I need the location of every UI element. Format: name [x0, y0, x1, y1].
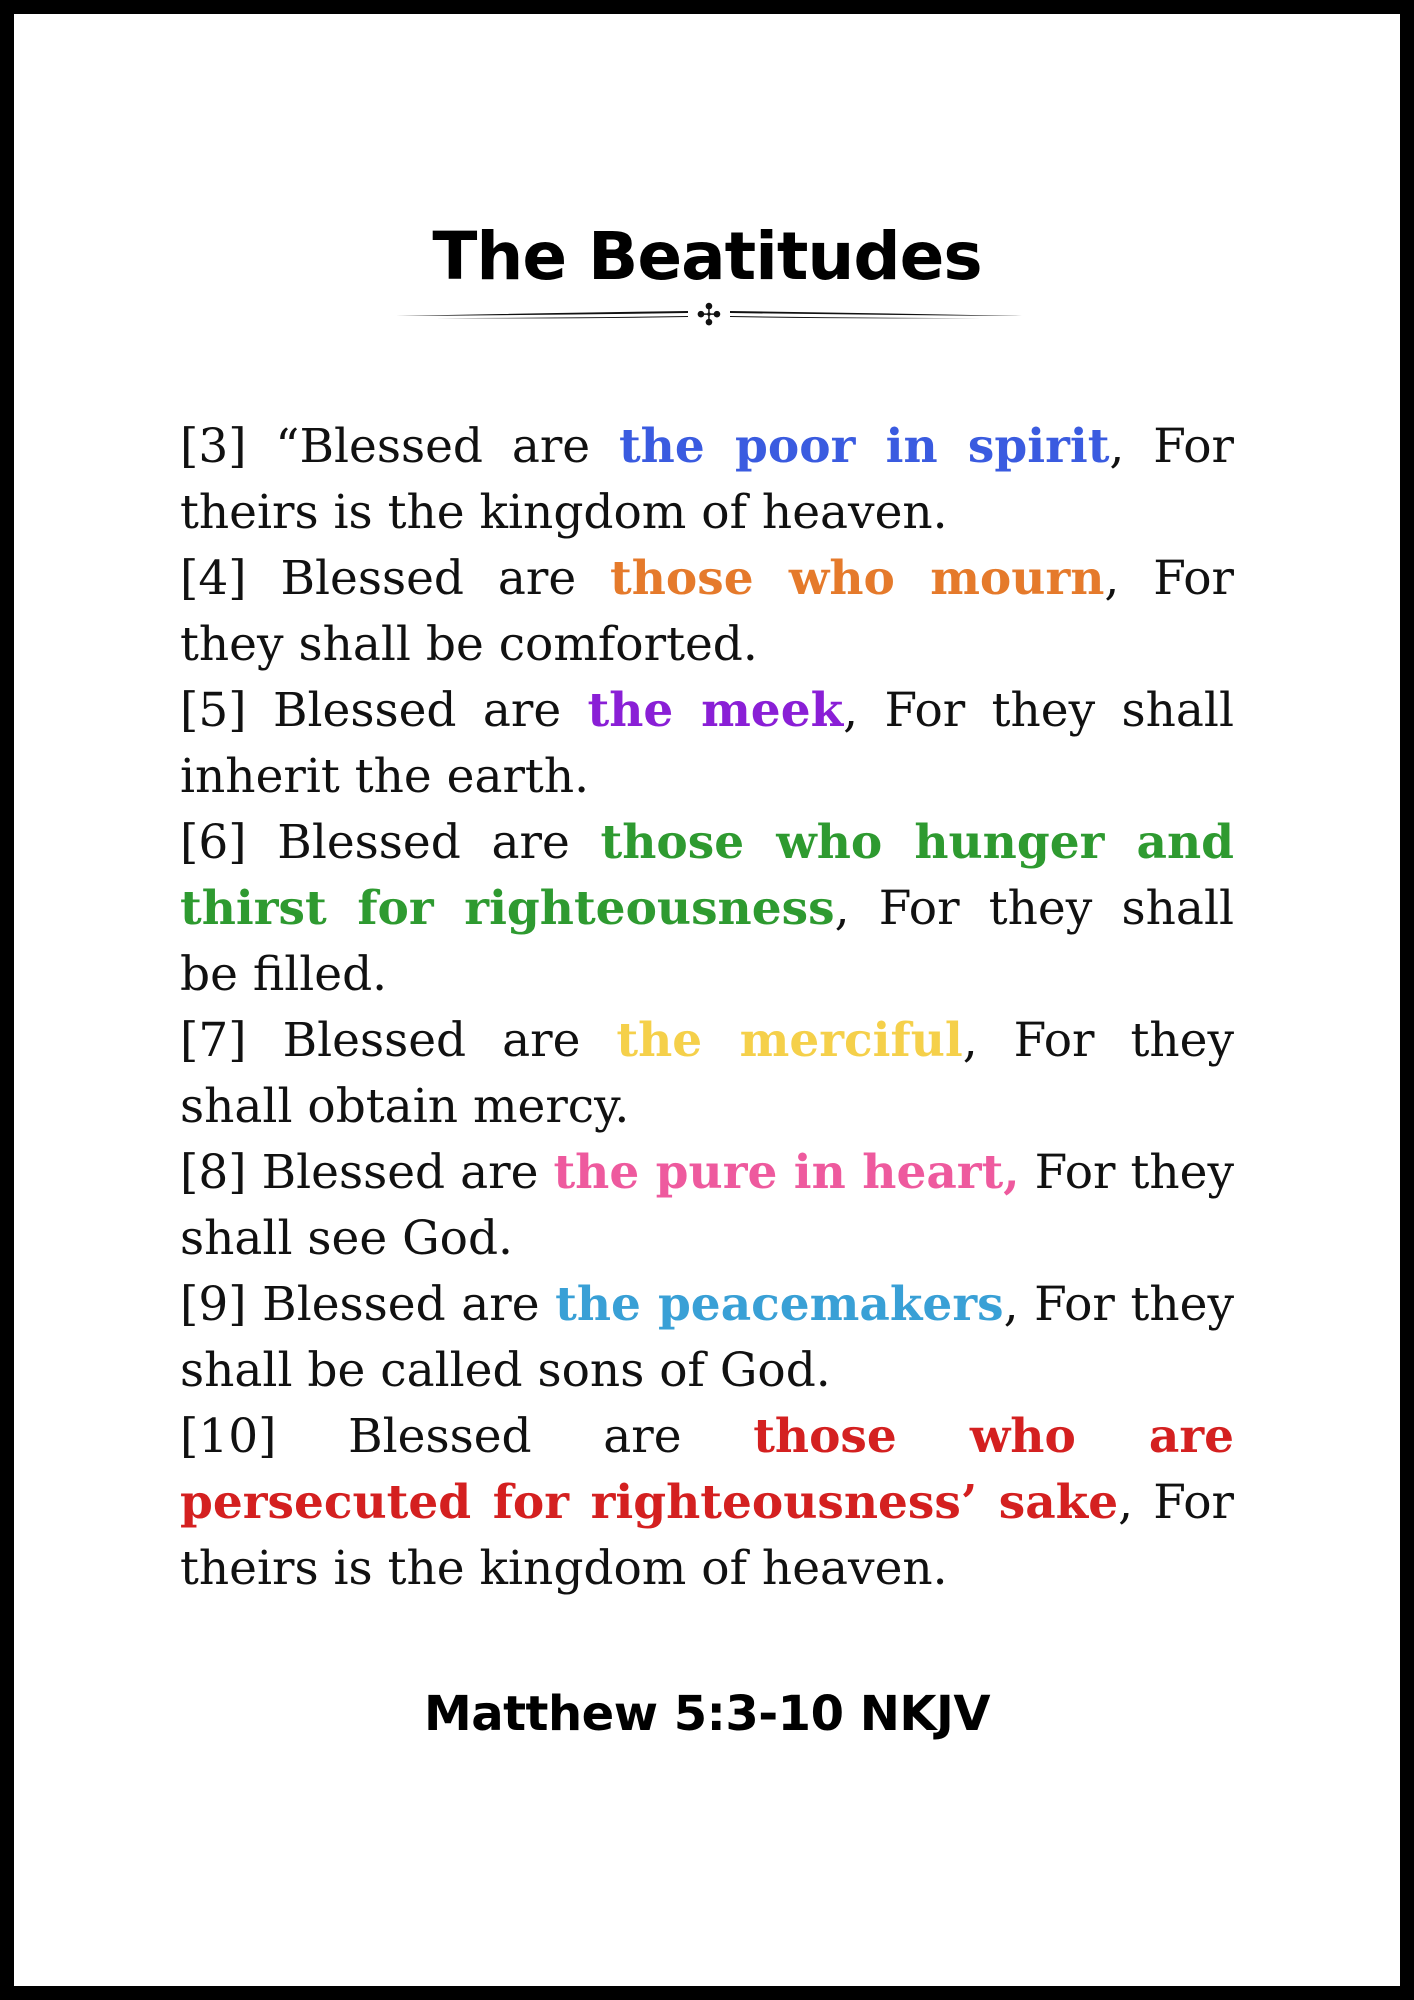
verse-10: [180, 1404, 1234, 1602]
verse-suffix: , For they shall inherit the earth.: [180, 683, 1234, 804]
verse-highlight: those who are persecuted for righteousness’ sake: [180, 1409, 1234, 1530]
verse-highlight: the meek: [587, 683, 844, 738]
verse-4: [180, 546, 1234, 678]
verse-number: [6]: [180, 815, 247, 870]
verse-number: [9]: [180, 1277, 247, 1332]
verse-number: [7]: [180, 1013, 247, 1068]
verse-6: [180, 810, 1234, 1008]
verse-suffix: For they shall see God.: [180, 1145, 1234, 1266]
verse-suffix: , For theirs is the kingdom of heaven.: [180, 419, 1234, 540]
verse-highlight: the merciful: [616, 1013, 963, 1068]
verse-prefix: Blessed are: [246, 1277, 556, 1332]
verse-suffix: , For they shall obtain mercy.: [180, 1013, 1234, 1134]
verse-number: [5]: [180, 683, 247, 738]
poster-page: [14, 14, 1400, 1986]
verse-5: [180, 678, 1234, 810]
verse-suffix: , For theirs is the kingdom of heaven.: [180, 1475, 1234, 1596]
verse-highlight: those who hunger and thirst for righteousness: [180, 815, 1234, 936]
verse-7: [180, 1008, 1234, 1140]
verse-prefix: Blessed are: [246, 551, 611, 606]
verse-list: [180, 414, 1234, 1602]
cross-ornament-icon: ✣: [696, 298, 722, 332]
verse-highlight: the peacemakers: [555, 1277, 1004, 1332]
verse-3: [180, 414, 1234, 546]
verse-suffix: , For they shall be filled.: [180, 881, 1235, 1002]
verse-prefix: “Blessed are: [246, 419, 619, 474]
verse-suffix: , For they shall be comforted.: [180, 551, 1235, 672]
verse-highlight: the pure in heart,: [553, 1145, 1020, 1200]
verse-number: [8]: [180, 1145, 247, 1200]
verse-prefix: Blessed are: [276, 1409, 754, 1464]
verse-8: [180, 1140, 1234, 1272]
divider-line-left: [396, 311, 688, 318]
verse-highlight: the poor in spirit: [618, 419, 1110, 474]
verse-9: [180, 1272, 1234, 1404]
verse-suffix: , For they shall be called sons of God.: [180, 1277, 1234, 1398]
verse-prefix: Blessed are: [246, 683, 588, 738]
verse-highlight: those who mourn: [610, 551, 1105, 606]
verse-prefix: Blessed are: [246, 1145, 554, 1200]
verse-prefix: Blessed are: [246, 1013, 617, 1068]
verse-number: [4]: [180, 551, 247, 606]
divider-line-right: [730, 311, 1022, 318]
scripture-reference: Matthew 5:3-10 NKJV: [423, 1686, 991, 1742]
ornamental-divider: [396, 296, 1022, 332]
verse-prefix: Blessed are: [246, 815, 601, 870]
verse-number: [3]: [180, 419, 247, 474]
page-title: The Beatitudes: [432, 218, 982, 295]
verse-number: [10]: [180, 1409, 277, 1464]
